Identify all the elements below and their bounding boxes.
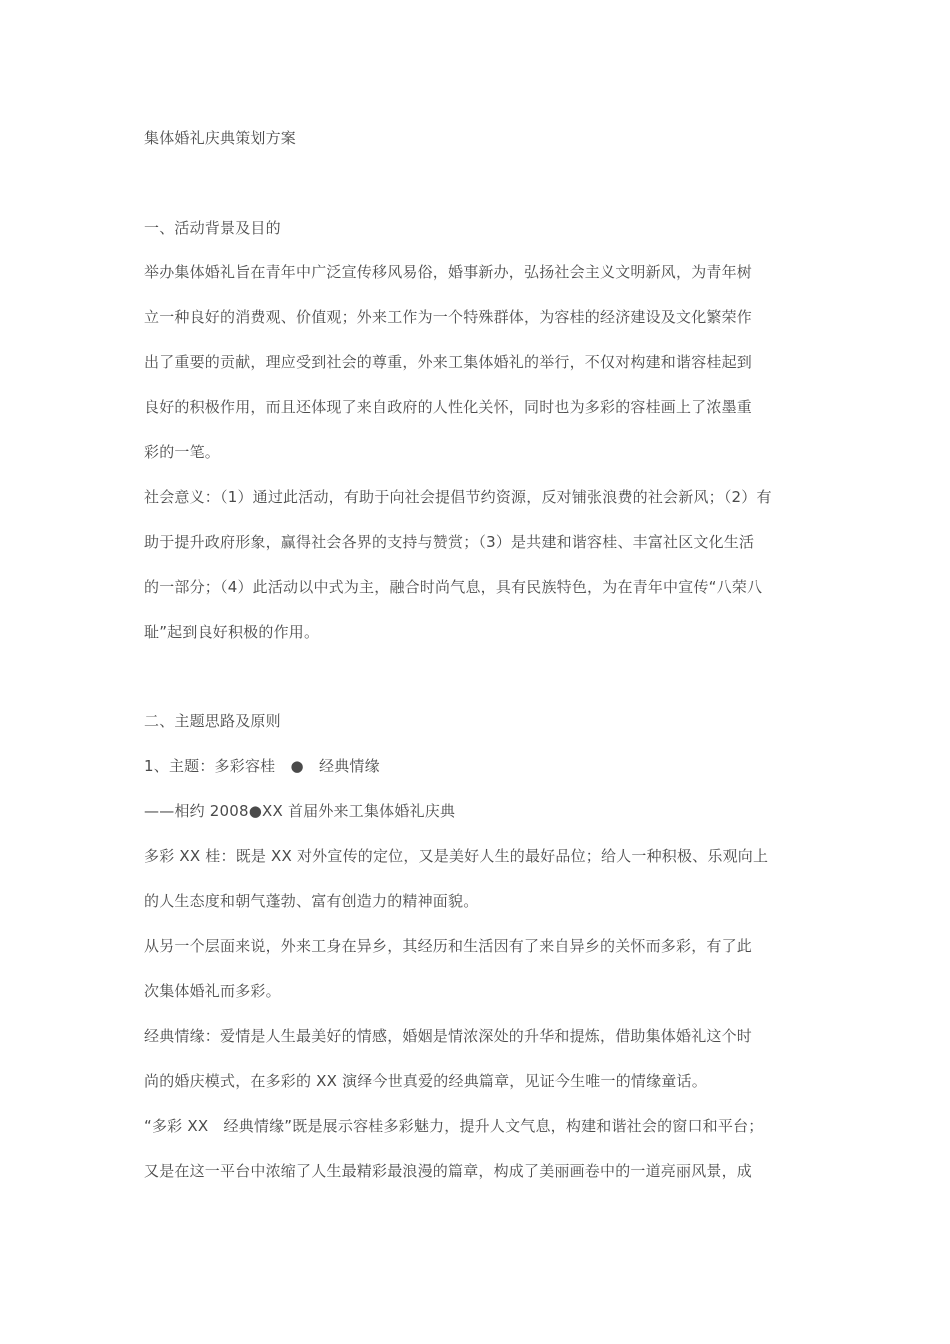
paragraph-line: 经典情缘：爱情是人生最美好的情感，婚姻是情浓深处的升华和提炼，借助集体婚礼这个时 — [144, 1027, 753, 1045]
paragraph-line: 尚的婚庆模式，在多彩的 XX 演绎今世真爱的经典篇章，见证今生唯一的情缘童话。 — [144, 1072, 707, 1090]
paragraph-line: 的一部分；（4）此活动以中式为主，融合时尚气息，具有民族特色，为在青年中宣传“八荣八 — [144, 578, 763, 596]
document-title: 集体婚礼庆典策划方案 — [144, 129, 297, 147]
paragraph-line: 立一种良好的消费观、价值观；外来工作为一个特殊群体，为容桂的经济建设及文化繁荣作 — [144, 308, 753, 326]
paragraph-line: 又是在这一平台中浓缩了人生最精彩最浪漫的篇章，构成了美丽画卷中的一道亮丽风景，成 — [144, 1162, 753, 1180]
paragraph-line: 出了重要的贡献，理应受到社会的尊重，外来工集体婚礼的举行，不仅对构建和谐容桂起到 — [144, 353, 753, 371]
paragraph-line: 助于提升政府形象，赢得社会各界的支持与赞赏；（3）是共建和谐容桂、丰富社区文化生活 — [144, 533, 755, 551]
section-heading-theme: 二、主题思路及原则 — [144, 712, 281, 730]
paragraph-line: “多彩 XX 经典情缘”既是展示容桂多彩魅力，提升人文气息，构建和谐社会的窗口和平台； — [144, 1117, 764, 1135]
subtitle-line: ——相约 2008●XX 首届外来工集体婚礼庆典 — [144, 802, 456, 820]
paragraph-line: 耻”起到良好积极的作用。 — [144, 623, 320, 641]
theme-line: 1、主题：多彩容桂 ● 经典情缘 — [144, 757, 380, 775]
section-heading-background: 一、活动背景及目的 — [144, 219, 281, 237]
paragraph-line: 社会意义：（1）通过此活动，有助于向社会提倡节约资源，反对铺张浪费的社会新风；（2）有 — [144, 488, 772, 506]
paragraph-line: 的人生态度和朝气蓬勃、富有创造力的精神面貌。 — [144, 892, 479, 910]
paragraph-line: 多彩 XX 桂：既是 XX 对外宣传的定位，又是美好人生的最好品位；给人一种积极、乐观向上 — [144, 847, 769, 865]
paragraph-line: 彩的一笔。 — [144, 443, 221, 461]
paragraph-line: 从另一个层面来说，外来工身在异乡，其经历和生活因有了来自异乡的关怀而多彩，有了此 — [144, 937, 753, 955]
paragraph-line: 举办集体婚礼旨在青年中广泛宣传移风易俗，婚事新办，弘扬社会主义文明新风，为青年树 — [144, 263, 753, 281]
paragraph-line: 良好的积极作用，而且还体现了来自政府的人性化关怀，同时也为多彩的容桂画上了浓墨重 — [144, 398, 753, 416]
paragraph-line: 次集体婚礼而多彩。 — [144, 982, 281, 1000]
